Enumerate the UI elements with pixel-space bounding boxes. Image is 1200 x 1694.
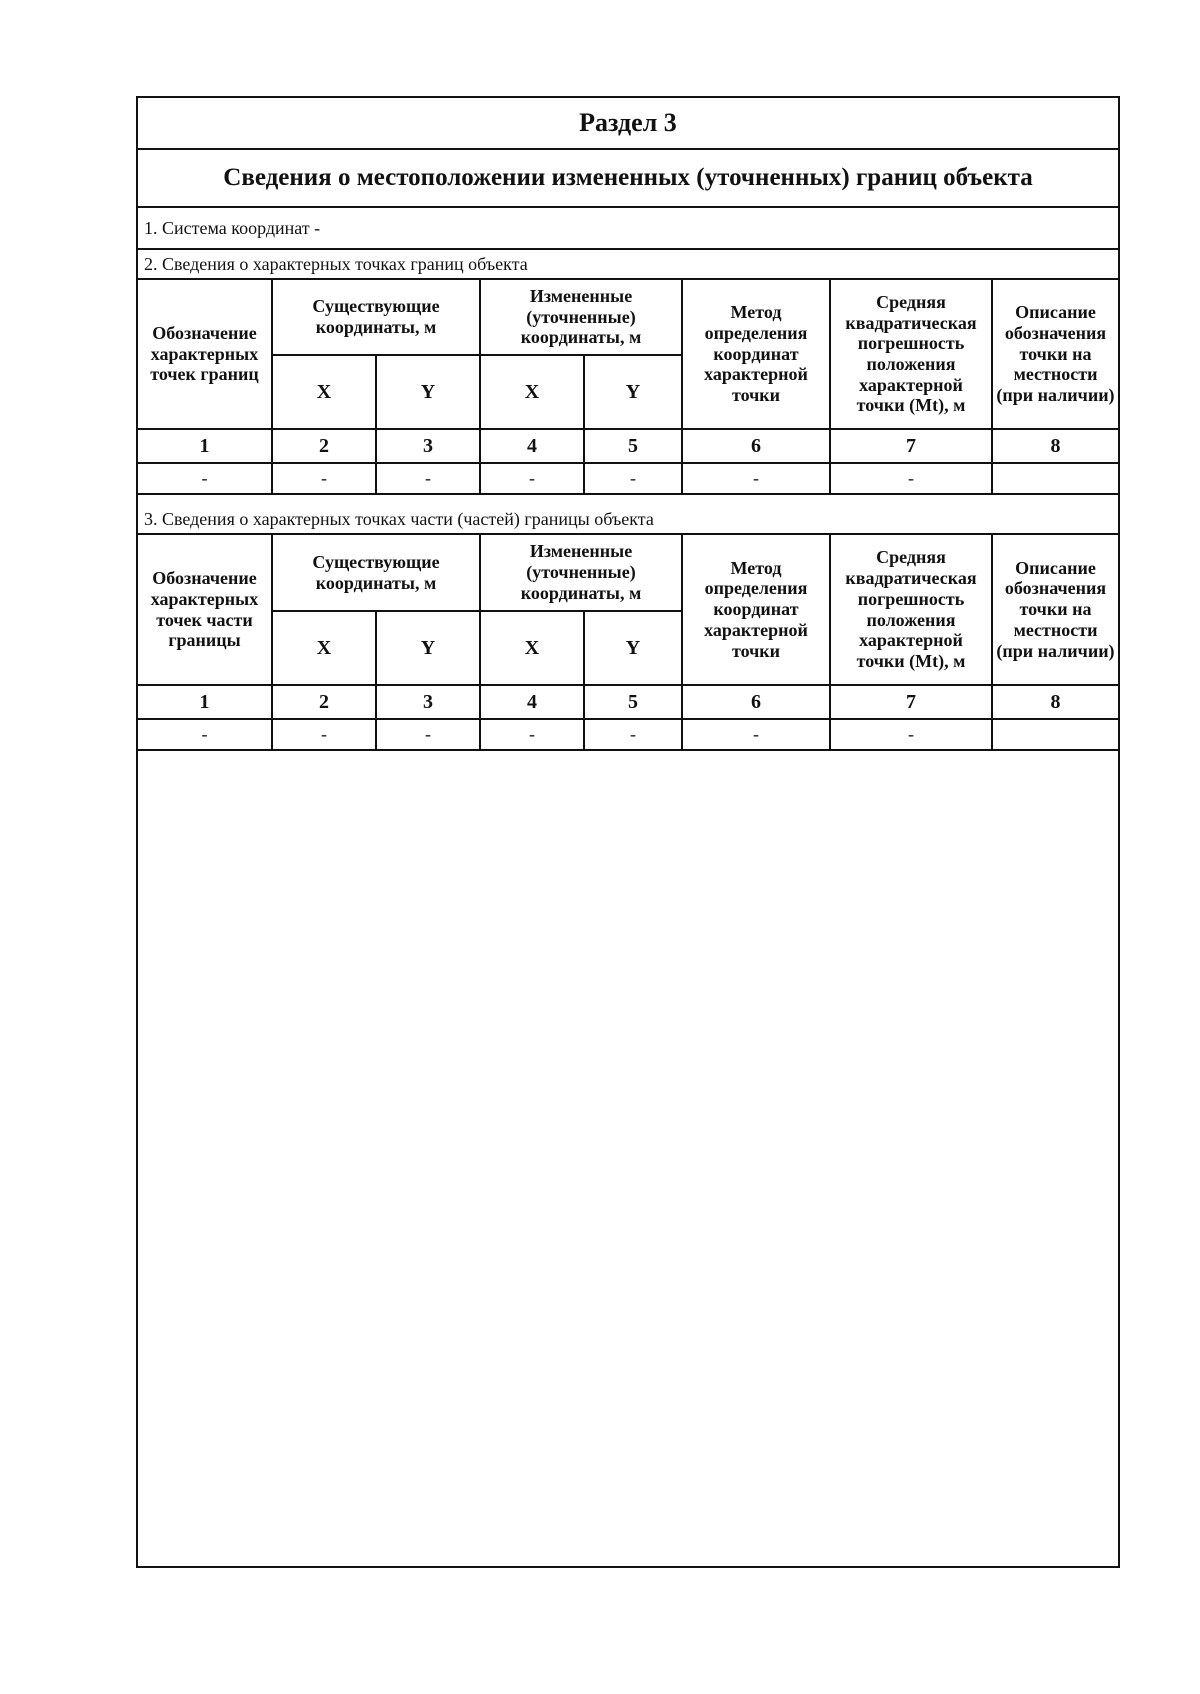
column-number: 8 [992,429,1118,463]
header-error: Средняя квадратическая погрешность положения характерной точки (Mt), м [830,535,992,685]
header-changed-y: Y [584,611,682,685]
table-cell [992,463,1118,494]
header-existing-coords: Существующие координаты, м [272,535,480,611]
table-cell: - [830,463,992,494]
header-existing-y: Y [376,611,480,685]
column-number: 5 [584,685,682,719]
column-number: 5 [584,429,682,463]
header-changed-x: X [480,611,584,685]
column-number: 8 [992,685,1118,719]
header-existing-coords: Существующие координаты, м [272,280,480,355]
boundary-points-table [138,280,1118,495]
header-error: Средняя квадратическая погрешность положения характерной точки (Mt), м [830,280,992,429]
table-cell [992,719,1118,750]
boundary-points-caption: 2. Сведения о характерных точках границ объекта [138,250,1118,280]
table-cell: - [830,719,992,750]
column-number: 6 [682,429,830,463]
table-cell: - [376,719,480,750]
section-title: Раздел 3 [138,98,1118,150]
column-number: 4 [480,429,584,463]
header-existing-x: X [272,355,376,429]
header-changed-y: Y [584,355,682,429]
header-designation: Обозначение характерных точек границ [138,280,272,429]
column-number: 1 [138,429,272,463]
table-cell: - [584,719,682,750]
column-number: 3 [376,429,480,463]
table-cell: - [138,719,272,750]
column-number: 6 [682,685,830,719]
table-cell: - [272,463,376,494]
table-cell: - [376,463,480,494]
table-cell: - [480,719,584,750]
table-cell: - [682,719,830,750]
header-changed-coords: Измененные (уточненные) координаты, м [480,280,682,355]
column-number: 2 [272,685,376,719]
header-description: Описание обозначения точки на местности (при наличии) [992,535,1118,685]
column-number: 7 [830,685,992,719]
header-method: Метод определения координат характерной точки [682,535,830,685]
header-existing-x: X [272,611,376,685]
page-heading: Сведения о местоположении измененных (уточненных) границ объекта [138,150,1118,208]
column-number: 3 [376,685,480,719]
table-cell: - [584,463,682,494]
table-cell: - [480,463,584,494]
document-frame [136,96,1120,1568]
header-designation: Обозначение характерных точек части границы [138,535,272,685]
column-number: 1 [138,685,272,719]
coordinate-system-line: 1. Система координат - [138,208,1118,250]
header-changed-coords: Измененные (уточненные) координаты, м [480,535,682,611]
column-number: 2 [272,429,376,463]
table-cell: - [272,719,376,750]
column-number: 4 [480,685,584,719]
column-number: 7 [830,429,992,463]
header-changed-x: X [480,355,584,429]
part-boundary-points-table [138,535,1118,751]
header-existing-y: Y [376,355,480,429]
header-method: Метод определения координат характерной точки [682,280,830,429]
header-description: Описание обозначения точки на местности (при наличии) [992,280,1118,429]
table-cell: - [682,463,830,494]
part-boundary-points-caption: 3. Сведения о характерных точках части (частей) границы объекта [138,505,1118,535]
table-cell: - [138,463,272,494]
